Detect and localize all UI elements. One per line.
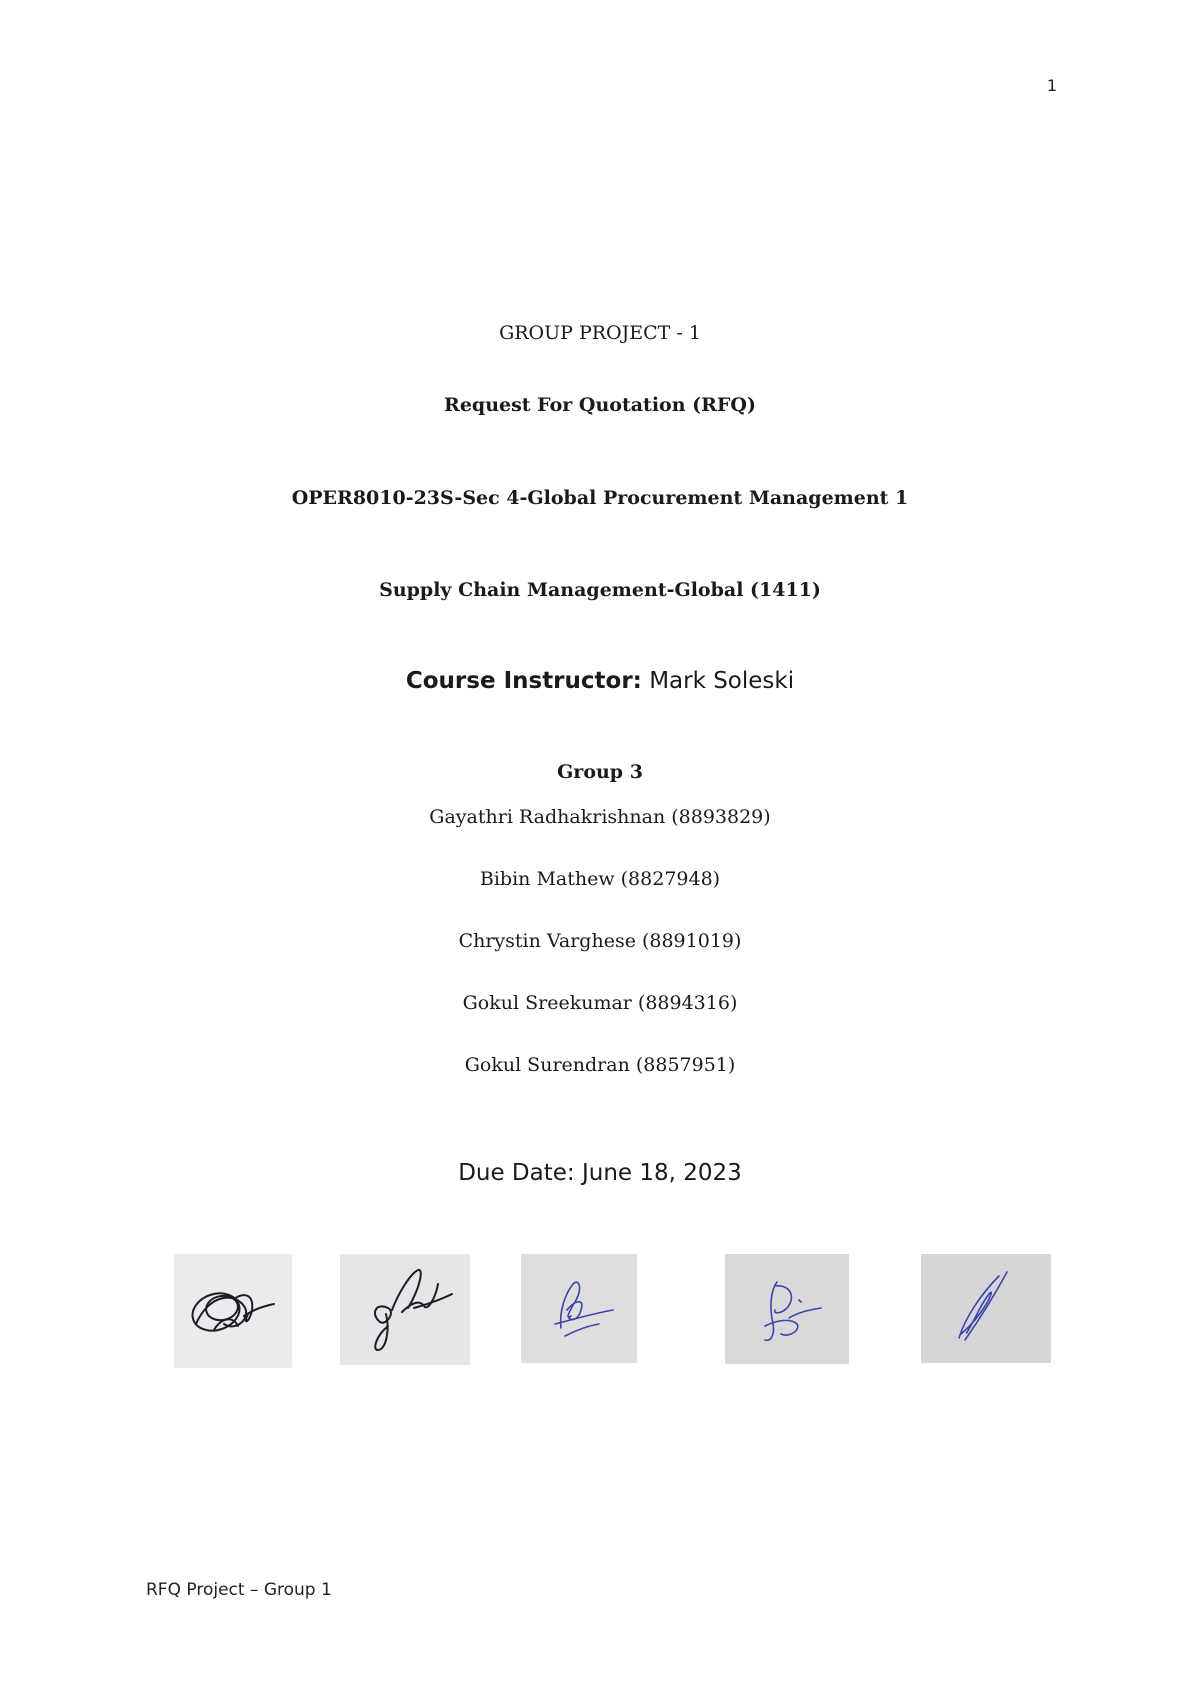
group-member: Gokul Sreekumar (8894316)	[462, 992, 738, 1014]
signature-drawing	[174, 1254, 292, 1368]
instructor-name: Mark Soleski	[649, 668, 795, 694]
group-heading: Group 3	[557, 761, 643, 783]
group-member: Chrystin Varghese (8891019)	[458, 930, 742, 952]
group-member: Gokul Surendran (8857951)	[464, 1054, 736, 1076]
due-date-label: Due Date:	[458, 1160, 575, 1186]
page-number: 1	[1046, 76, 1057, 95]
program-name: Supply Chain Management-Global (1411)	[379, 579, 821, 601]
page-footer: RFQ Project – Group 1	[146, 1580, 332, 1600]
document-subtitle: Request For Quotation (RFQ)	[444, 394, 756, 416]
group-member: Bibin Mathew (8827948)	[479, 868, 721, 890]
signature-image-5	[921, 1254, 1051, 1363]
signature-drawing	[725, 1254, 849, 1364]
document-title: GROUP PROJECT - 1	[499, 322, 701, 344]
signature-image-1	[174, 1254, 292, 1368]
signature-image-4	[725, 1254, 849, 1364]
signature-drawing	[521, 1254, 637, 1363]
signature-image-3	[521, 1254, 637, 1363]
course-code: OPER8010-23S-Sec 4-Global Procurement Management 1	[291, 487, 909, 509]
course-instructor	[0, 668, 1200, 694]
due-date-value: June 18, 2023	[581, 1160, 742, 1186]
signature-drawing	[921, 1254, 1051, 1363]
due-date	[0, 1160, 1200, 1186]
signature-image-2	[340, 1254, 470, 1365]
instructor-label: Course Instructor:	[405, 668, 642, 694]
group-member: Gayathri Radhakrishnan (8893829)	[429, 806, 771, 828]
signature-drawing	[340, 1254, 470, 1365]
